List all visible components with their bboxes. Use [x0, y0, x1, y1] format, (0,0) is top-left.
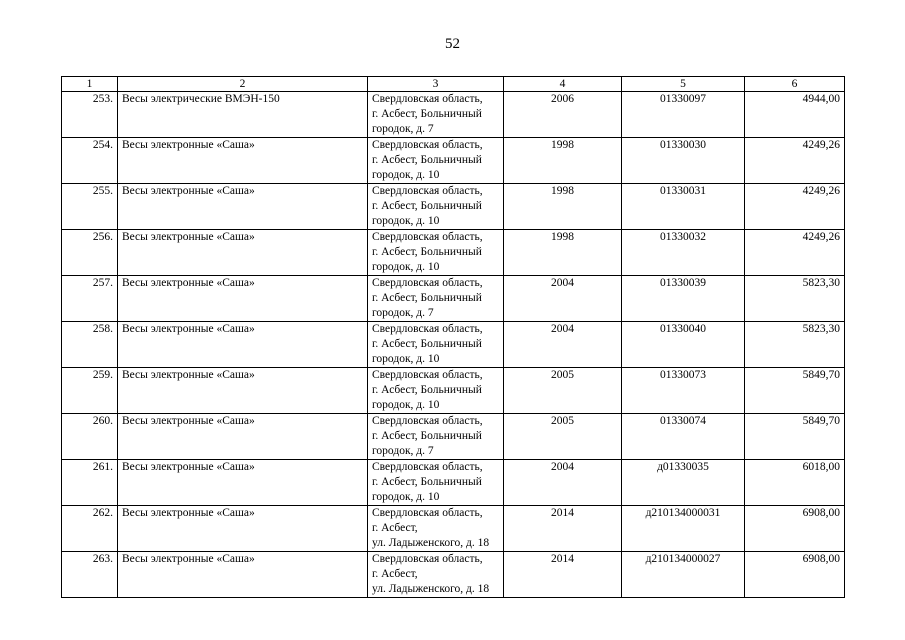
- row-number-cell: 256.: [62, 230, 118, 276]
- item-name-cell: Весы электронные «Саша»: [118, 230, 368, 276]
- cost-cell: 5823,30: [745, 322, 845, 368]
- address-cell: [368, 368, 504, 414]
- item-name-cell: Весы электронные «Саша»: [118, 322, 368, 368]
- column-header: 1: [62, 77, 118, 92]
- inventory-number-cell: 01330031: [622, 184, 745, 230]
- item-name-cell: Весы электронные «Саша»: [118, 276, 368, 322]
- address-line: Свердловская область,: [372, 553, 483, 565]
- address-line: Свердловская область,: [372, 185, 483, 197]
- table-row: [62, 414, 845, 460]
- cost-cell: 4944,00: [745, 92, 845, 138]
- address-line: городок, д. 7: [372, 307, 434, 319]
- cost-cell: 5849,70: [745, 414, 845, 460]
- year-cell: 2005: [504, 414, 622, 460]
- row-number-cell: 259.: [62, 368, 118, 414]
- address-cell: [368, 184, 504, 230]
- address-cell: [368, 322, 504, 368]
- address-line: городок, д. 10: [372, 215, 440, 227]
- column-header: 5: [622, 77, 745, 92]
- table-row: [62, 184, 845, 230]
- address-line: г. Асбест, Больничный: [372, 200, 482, 212]
- table-row: [62, 506, 845, 552]
- item-name-cell: Весы электронные «Саша»: [118, 552, 368, 598]
- cost-cell: 6908,00: [745, 552, 845, 598]
- address-line: г. Асбест, Больничный: [372, 476, 482, 488]
- address-cell: [368, 460, 504, 506]
- address-line: городок, д. 10: [372, 491, 440, 503]
- item-name-cell: Весы электрические ВМЭН-150: [118, 92, 368, 138]
- address-line: Свердловская область,: [372, 323, 483, 335]
- cost-cell: 4249,26: [745, 230, 845, 276]
- row-number-cell: 255.: [62, 184, 118, 230]
- address-line: г. Асбест, Больничный: [372, 384, 482, 396]
- inventory-number-cell: 01330097: [622, 92, 745, 138]
- row-number-cell: 261.: [62, 460, 118, 506]
- address-cell: [368, 414, 504, 460]
- item-name-cell: Весы электронные «Саша»: [118, 506, 368, 552]
- address-line: г. Асбест,: [372, 568, 418, 580]
- cost-cell: 4249,26: [745, 138, 845, 184]
- address-line: г. Асбест, Больничный: [372, 246, 482, 258]
- item-name-cell: Весы электронные «Саша»: [118, 460, 368, 506]
- cost-cell: 6908,00: [745, 506, 845, 552]
- year-cell: 1998: [504, 184, 622, 230]
- address-line: городок, д. 10: [372, 169, 440, 181]
- year-cell: 2006: [504, 92, 622, 138]
- inventory-number-cell: 01330032: [622, 230, 745, 276]
- address-cell: [368, 552, 504, 598]
- inventory-number-cell: д210134000031: [622, 506, 745, 552]
- inventory-number-cell: д01330035: [622, 460, 745, 506]
- address-line: ул. Ладыженского, д. 18: [372, 537, 490, 549]
- table-row: [62, 552, 845, 598]
- table-row: [62, 368, 845, 414]
- inventory-number-cell: 01330073: [622, 368, 745, 414]
- address-line: городок, д. 10: [372, 399, 440, 411]
- address-line: городок, д. 7: [372, 445, 434, 457]
- item-name-cell: Весы электронные «Саша»: [118, 138, 368, 184]
- inventory-number-cell: 01330030: [622, 138, 745, 184]
- inventory-number-cell: д210134000027: [622, 552, 745, 598]
- address-cell: [368, 230, 504, 276]
- inventory-table: [61, 76, 845, 598]
- item-name-cell: Весы электронные «Саша»: [118, 184, 368, 230]
- address-line: г. Асбест, Больничный: [372, 154, 482, 166]
- address-line: Свердловская область,: [372, 461, 483, 473]
- page-number: 52: [445, 36, 460, 52]
- address-line: Свердловская область,: [372, 369, 483, 381]
- year-cell: 2005: [504, 368, 622, 414]
- address-line: Свердловская область,: [372, 139, 483, 151]
- table-row: [62, 92, 845, 138]
- address-line: Свердловская область,: [372, 415, 483, 427]
- item-name-cell: Весы электронные «Саша»: [118, 414, 368, 460]
- table-row: [62, 460, 845, 506]
- table-row: [62, 276, 845, 322]
- inventory-number-cell: 01330040: [622, 322, 745, 368]
- row-number-cell: 257.: [62, 276, 118, 322]
- column-header: 6: [745, 77, 845, 92]
- inventory-number-cell: 01330039: [622, 276, 745, 322]
- address-line: Свердловская область,: [372, 231, 483, 243]
- table-row: [62, 322, 845, 368]
- item-name-cell: Весы электронные «Саша»: [118, 368, 368, 414]
- address-line: г. Асбест, Больничный: [372, 338, 482, 350]
- column-header: 4: [504, 77, 622, 92]
- address-line: городок, д. 7: [372, 123, 434, 135]
- year-cell: 2004: [504, 322, 622, 368]
- row-number-cell: 253.: [62, 92, 118, 138]
- cost-cell: 4249,26: [745, 184, 845, 230]
- table-header-row: [62, 77, 845, 92]
- row-number-cell: 254.: [62, 138, 118, 184]
- row-number-cell: 258.: [62, 322, 118, 368]
- column-header: 2: [118, 77, 368, 92]
- address-line: г. Асбест,: [372, 522, 418, 534]
- year-cell: 2014: [504, 506, 622, 552]
- address-cell: [368, 276, 504, 322]
- year-cell: 1998: [504, 138, 622, 184]
- address-line: Свердловская область,: [372, 93, 483, 105]
- row-number-cell: 263.: [62, 552, 118, 598]
- address-line: городок, д. 10: [372, 353, 440, 365]
- row-number-cell: 262.: [62, 506, 118, 552]
- inventory-number-cell: 01330074: [622, 414, 745, 460]
- address-line: г. Асбест, Больничный: [372, 292, 482, 304]
- address-line: городок, д. 10: [372, 261, 440, 273]
- cost-cell: 6018,00: [745, 460, 845, 506]
- table-row: [62, 138, 845, 184]
- address-line: г. Асбест, Больничный: [372, 430, 482, 442]
- address-cell: [368, 138, 504, 184]
- year-cell: 2004: [504, 276, 622, 322]
- address-line: ул. Ладыженского, д. 18: [372, 583, 490, 595]
- address-cell: [368, 92, 504, 138]
- column-header: 3: [368, 77, 504, 92]
- year-cell: 1998: [504, 230, 622, 276]
- cost-cell: 5823,30: [745, 276, 845, 322]
- address-line: Свердловская область,: [372, 277, 483, 289]
- address-line: г. Асбест, Больничный: [372, 108, 482, 120]
- year-cell: 2004: [504, 460, 622, 506]
- table-row: [62, 230, 845, 276]
- address-cell: [368, 506, 504, 552]
- address-line: Свердловская область,: [372, 507, 483, 519]
- row-number-cell: 260.: [62, 414, 118, 460]
- year-cell: 2014: [504, 552, 622, 598]
- cost-cell: 5849,70: [745, 368, 845, 414]
